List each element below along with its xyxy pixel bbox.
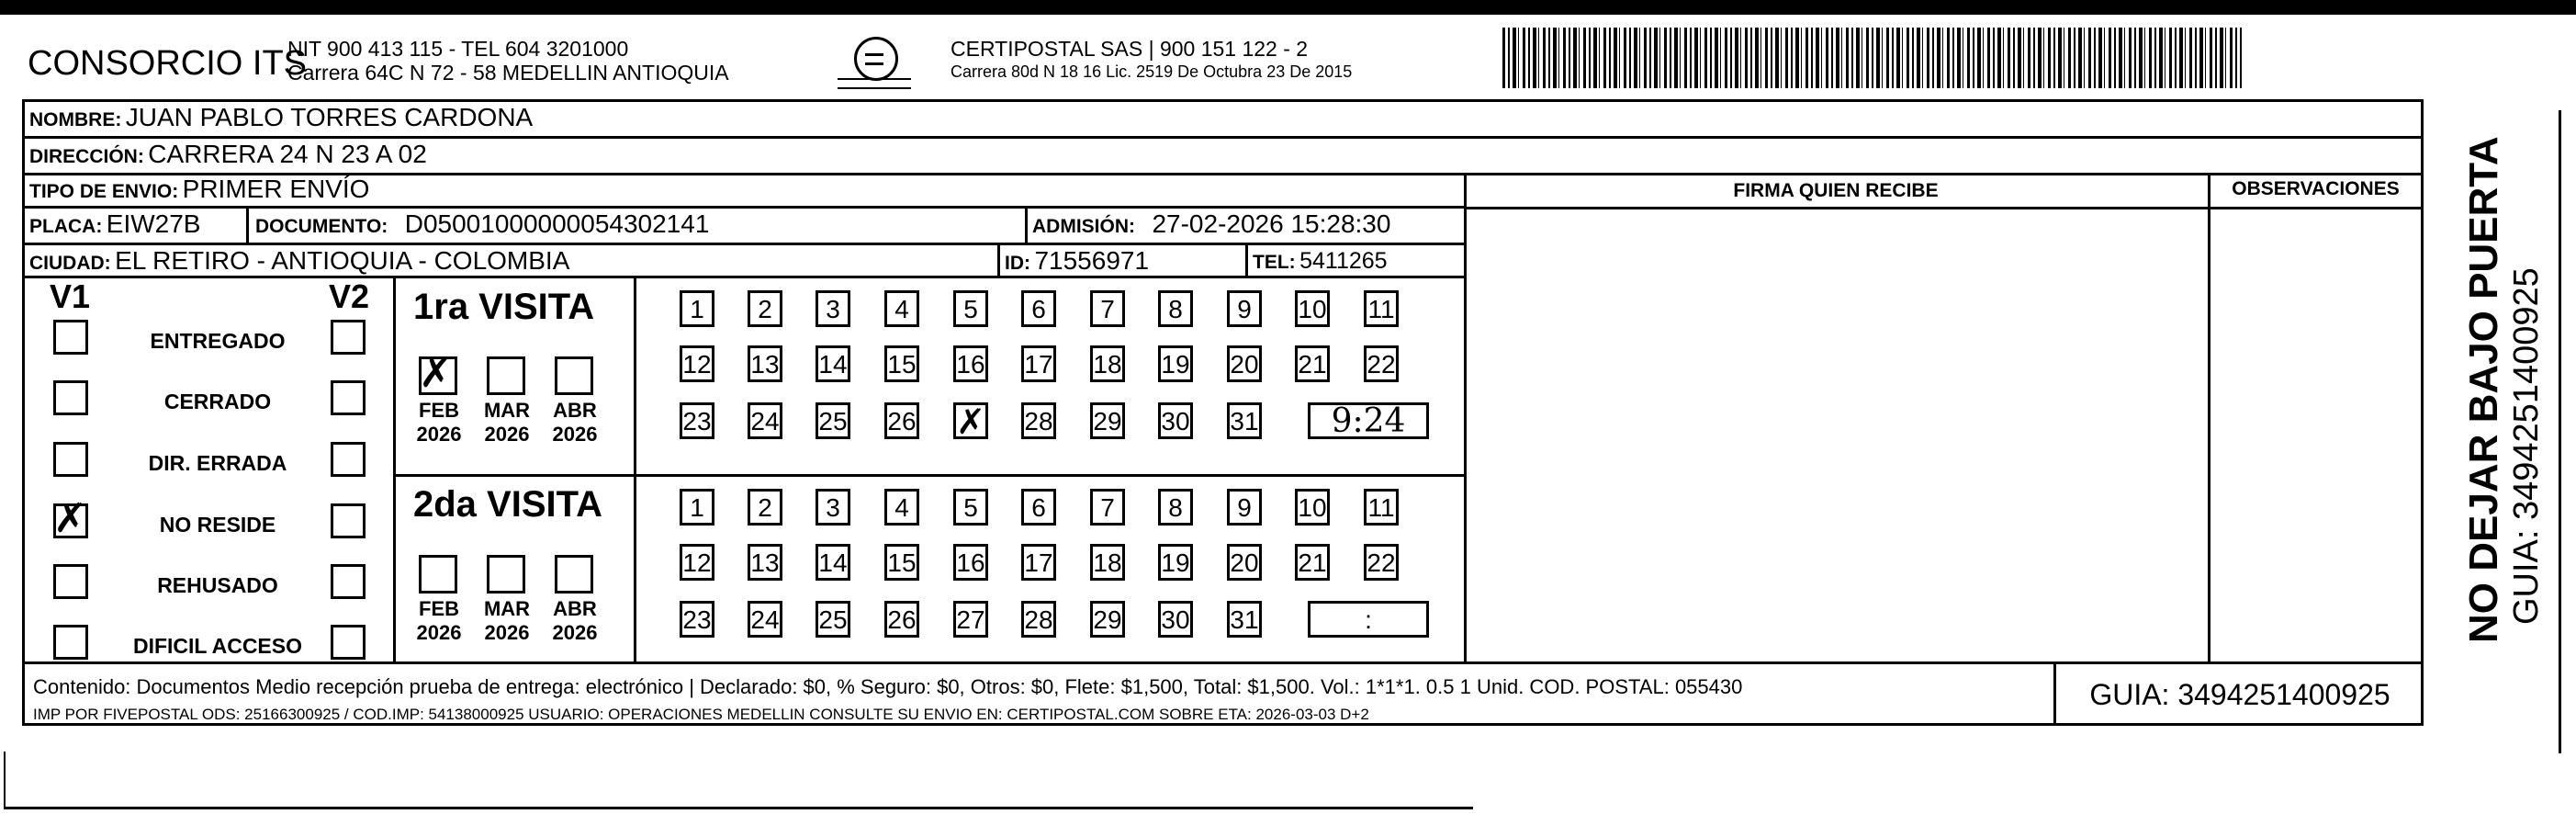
day-box[interactable]: 12 [680,544,714,581]
ciudad-value: EL RETIRO - ANTIOQUIA - COLOMBIA [115,246,570,275]
day-box[interactable]: 19 [1158,345,1193,382]
day-box[interactable]: 2 [748,489,782,526]
day-box[interactable]: 16 [953,345,988,382]
col-line [2208,173,2210,662]
v1-label: V1 [50,277,91,315]
placa-field [29,209,200,239]
day-box[interactable]: 29 [1090,402,1125,439]
id-label: ID: [1005,253,1030,274]
day-box[interactable]: 30 [1158,402,1193,439]
tipo-value: PRIMER ENVÍO [182,175,370,203]
col-line [246,206,249,243]
day-box[interactable]: 7 [1090,489,1125,526]
ciudad-field [29,246,569,276]
edge-line [4,752,6,808]
barcode [1502,28,2242,88]
day-box[interactable]: 20 [1227,544,1262,581]
first-visit-title: 1ra VISITA [413,287,595,327]
month-year: 2026 [484,423,530,446]
day-box[interactable]: 1 [680,489,714,526]
day-box[interactable]: 2 [748,290,782,327]
day-box[interactable]: 23 [680,601,714,638]
day-box[interactable]: 1 [680,290,714,327]
firma-header: FIRMA QUIEN RECIBE [1733,180,1939,201]
nombre-label: NOMBRE: [29,109,122,130]
day-box[interactable]: 18 [1090,345,1125,382]
admision-label: ADMISIÓN: [1032,216,1135,237]
observaciones-header: OBSERVACIONES [2232,178,2400,199]
month-name: ABR [553,597,597,620]
status-label: CERRADO [163,390,272,413]
day-box[interactable]: 8 [1158,290,1193,327]
placa-label: PLACA: [29,216,103,237]
status-label: ENTREGADO [150,329,286,353]
month-checkbox[interactable] [419,555,457,594]
tel-value: 5411265 [1299,248,1388,274]
v2-checkbox[interactable] [331,380,366,415]
day-box[interactable]: 15 [884,345,919,382]
id-field [1005,246,1149,276]
day-box[interactable]: 27 [953,601,988,638]
day-box[interactable]: 17 [1021,345,1056,382]
day-box[interactable]: 25 [816,402,850,439]
day-box[interactable]: 28 [1021,402,1056,439]
month-label [413,399,465,447]
v2-checkbox[interactable] [331,442,366,477]
direccion-label: DIRECCIÓN: [29,146,144,167]
day-box[interactable]: 7 [1090,290,1125,327]
month-year: 2026 [552,621,598,644]
day-box[interactable]: 29 [1090,601,1125,638]
day-box[interactable]: 11 [1364,290,1399,327]
documento-label: DOCUMENTO: [255,216,388,237]
company-info [287,37,729,85]
v2-checkbox[interactable] [331,625,366,660]
admision-field [1032,209,1390,239]
day-box[interactable]: 3 [816,290,850,327]
day-box[interactable]: 28 [1021,601,1056,638]
day-box[interactable]: 5 [953,290,988,327]
day-box[interactable]: 6 [1021,290,1056,327]
day-box[interactable]: 31 [1227,402,1262,439]
footer-divider [22,661,2424,664]
day-box[interactable]: 9 [1227,290,1262,327]
row-line [22,206,1464,209]
month-label [413,597,465,645]
col-line [634,276,636,662]
edge-line [2559,110,2561,753]
col-line [1025,206,1028,243]
day-box[interactable]: 19 [1158,544,1193,581]
logo-caption [838,78,911,89]
day-box[interactable]: 25 [816,601,850,638]
tel-field [1253,248,1388,275]
day-box[interactable]: 15 [884,544,919,581]
handwritten-day-mark: ✗ [956,401,985,442]
day-box[interactable]: 12 [680,345,714,382]
month-name: FEB [419,399,459,422]
admision-value: 27-02-2026 15:28:30 [1152,209,1391,238]
month-label [481,399,533,447]
day-box[interactable]: 4 [884,489,919,526]
day-box[interactable]: 26 [884,601,919,638]
status-label: NO RESIDE [159,513,276,537]
ciudad-label: CIUDAD: [29,253,111,274]
day-box[interactable]: 5 [953,489,988,526]
day-box[interactable] [953,401,988,442]
side-guia: GUIA: 3494251400925 [2507,267,2546,625]
status-label: DIFICIL ACCESO [132,634,302,658]
month-year: 2026 [416,423,462,446]
v1-checkbox[interactable] [53,320,88,355]
id-value: 71556971 [1034,246,1150,275]
day-box[interactable]: 6 [1021,489,1056,526]
address-line: Carrera 64C N 72 - 58 MEDELLIN ANTIOQUIA [287,61,729,85]
v2-checkbox[interactable] [331,320,366,355]
tel-label: TEL: [1253,252,1296,273]
day-box[interactable]: 18 [1090,544,1125,581]
month-year: 2026 [552,423,598,446]
day-box[interactable]: 21 [1295,544,1330,581]
col-line [1464,173,1467,662]
contenido-text: Contenido: Documentos Medio recepción prueba de entrega: electrónico | Declarado: $0, % Seguro: $0, Otros: $0, Flete: $1,500, Total: $1,500. Vol.: 1*1*1. 0.5 1 Unid. COD. POSTAL: 055430 [33,675,1743,698]
day-box[interactable]: 14 [816,345,850,382]
month-label [549,597,601,645]
day-box[interactable]: 24 [748,402,782,439]
v1-checkbox[interactable] [53,625,88,660]
day-box[interactable]: 23 [680,402,714,439]
v2-label: V2 [329,277,370,315]
day-box[interactable]: 21 [1295,345,1330,382]
day-box[interactable]: 13 [748,544,782,581]
nit-line: NIT 900 413 115 - TEL 604 3201000 [287,37,629,61]
day-box[interactable]: 20 [1227,345,1262,382]
top-border [0,0,2576,15]
day-box[interactable]: 26 [884,402,919,439]
col-line [2053,663,2056,726]
day-box[interactable]: 8 [1158,489,1193,526]
placa-value: EIW27B [106,209,201,238]
row-line [1464,207,2424,209]
day-box[interactable]: 31 [1227,601,1262,638]
day-box[interactable]: 16 [953,544,988,581]
certipostal-address: Carrera 80d N 18 16 Lic. 2519 De Octubra 23 De 2015 [951,62,1353,81]
nombre-row [29,103,533,132]
v2-checkbox[interactable] [331,503,366,538]
day-box[interactable]: 3 [816,489,850,526]
second-visit-title: 2da VISITA [413,484,602,525]
month-label [549,399,601,447]
nombre-value: JUAN PABLO TORRES CARDONA [125,103,534,131]
day-box[interactable]: 14 [816,544,850,581]
v1-checkbox[interactable] [53,442,88,477]
day-box[interactable]: 22 [1364,544,1399,581]
month-year: 2026 [484,621,530,644]
status-label: DIR. ERRADA [148,451,287,475]
day-box[interactable]: 13 [748,345,782,382]
row-line [22,276,1464,278]
month-name: MAR [483,597,531,620]
row-line [22,136,2424,139]
month-checkbox[interactable] [555,356,593,395]
month-name: FEB [419,597,459,620]
day-box[interactable]: 24 [748,601,782,638]
month-checkbox[interactable] [555,555,593,594]
company-name: CONSORCIO ITS [28,44,308,83]
documento-field [255,209,709,239]
day-box[interactable]: 22 [1364,345,1399,382]
day-box[interactable]: 9 [1227,489,1262,526]
guia-footer: GUIA: 3494251400925 [2089,678,2390,711]
certipostal-info: CERTIPOSTAL SAS | 900 151 122 - 2 [951,37,1309,61]
handwritten-check-mark: ✗ [419,350,453,397]
month-year: 2026 [416,621,462,644]
direccion-value: CARRERA 24 N 23 A 02 [148,140,427,168]
status-label: REHUSADO [157,573,278,597]
imp-text: IMP POR FIVEPOSTAL ODS: 25166300925 / COD.IMP: 54138000925 USUARIO: OPERACIONES MEDELLIN CONSULTE SU ENVIO EN: CERTIPOSTAL.COM SOBRE ETA: 2026-03-03 D+2 [33,706,1369,723]
tipo-label: TIPO DE ENVIO: [29,181,179,202]
v1-checkbox[interactable] [53,380,88,415]
v1-checkbox[interactable] [53,564,88,599]
col-line [997,243,1000,276]
day-box[interactable]: 10 [1295,489,1330,526]
day-box[interactable]: 10 [1295,290,1330,327]
time-box[interactable]: 9:24 [1308,402,1429,439]
certipostal-logo-icon [854,37,898,81]
day-box[interactable]: 17 [1021,544,1056,581]
handwritten-check-mark: ✗ [53,495,87,542]
side-warning: NO DEJAR BAJO PUERTA [2461,136,2506,643]
month-checkbox[interactable] [487,356,525,395]
month-name: MAR [483,399,531,422]
col-line [1245,243,1248,276]
col-line [393,276,396,662]
row-line [393,474,1464,477]
edge-line [4,807,1473,809]
direccion-row [29,140,427,169]
month-checkbox[interactable] [487,555,525,594]
tipo-row [29,175,369,204]
documento-value: D05001000000054302141 [404,209,710,238]
v2-checkbox[interactable] [331,564,366,599]
time-box[interactable]: : [1308,601,1429,638]
day-box[interactable]: 4 [884,290,919,327]
row-line [22,173,2424,175]
day-box[interactable]: 30 [1158,601,1193,638]
month-label [481,597,533,645]
month-name: ABR [553,399,597,422]
day-box[interactable]: 11 [1364,489,1399,526]
